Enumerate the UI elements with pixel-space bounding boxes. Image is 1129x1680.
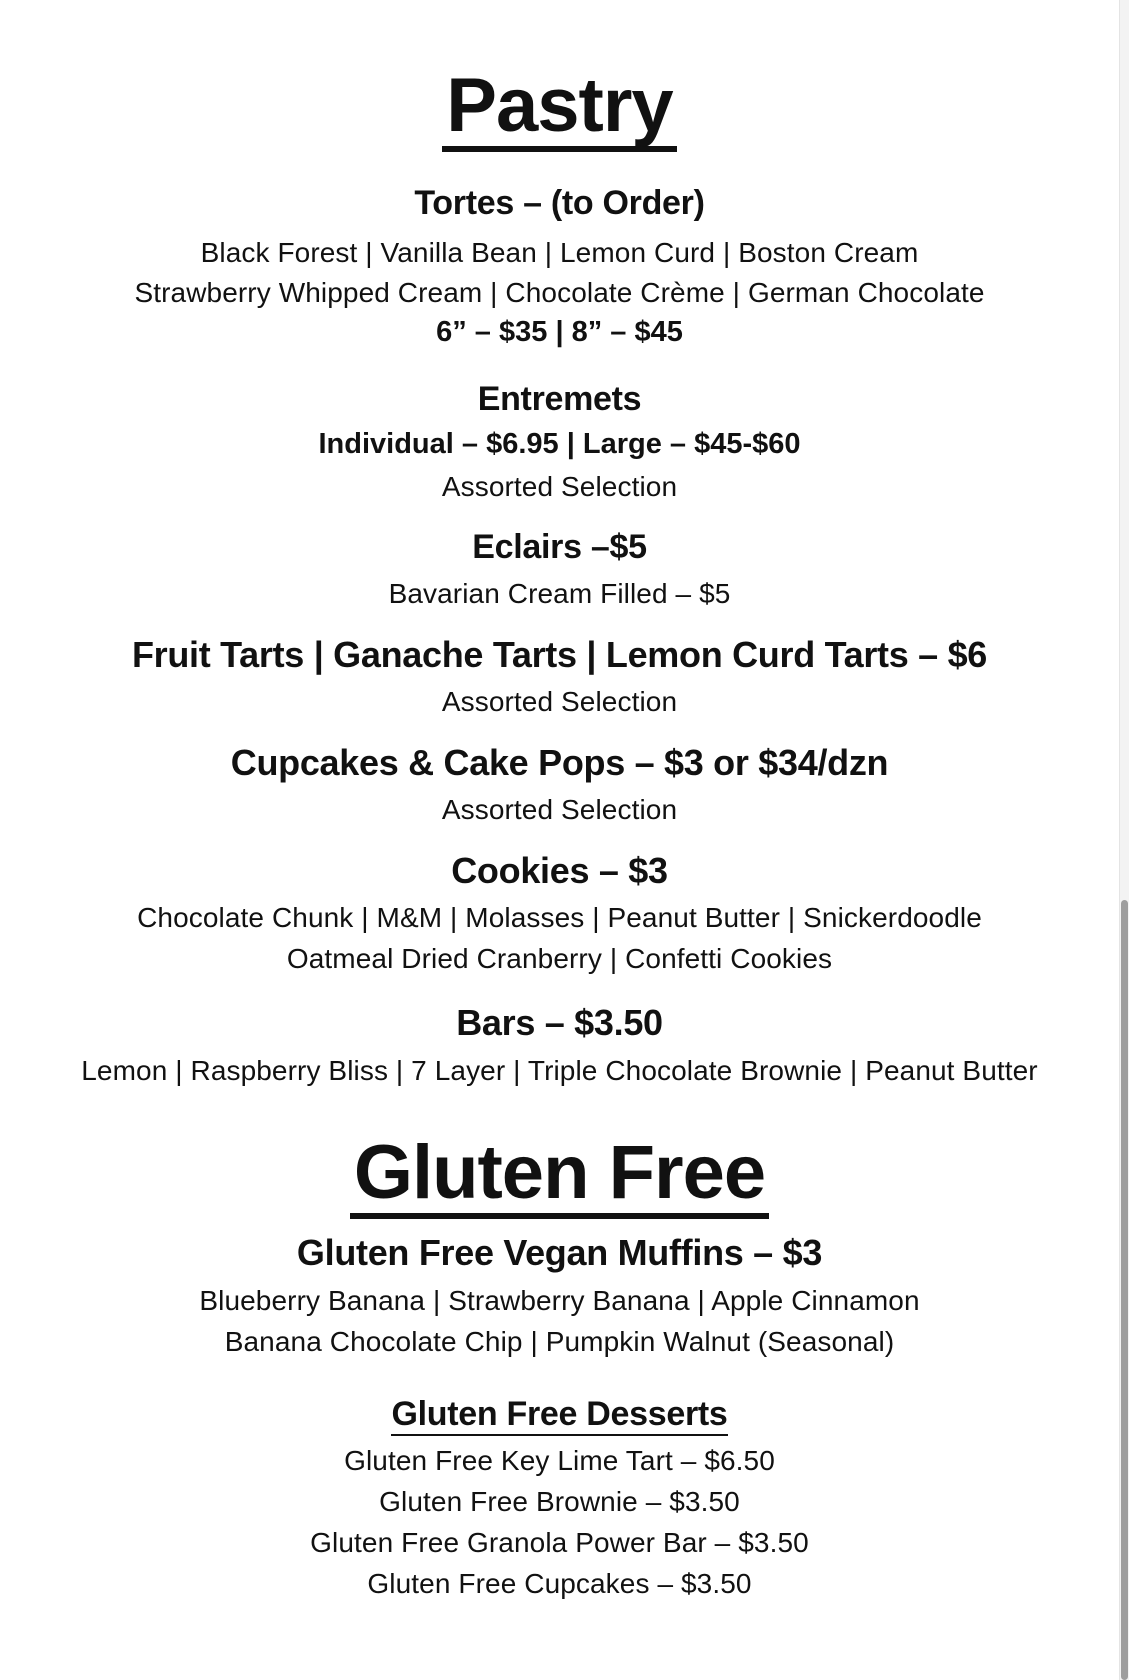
eclairs-heading: Eclairs –$5: [472, 528, 647, 566]
tarts-note: Assorted Selection: [441, 686, 678, 717]
scrollbar-thumb[interactable]: [1121, 900, 1128, 1680]
tarts-heading: Fruit Tarts | Ganache Tarts | Lemon Curd Tarts – $6: [131, 634, 988, 675]
muffins-flavors-line-2: Banana Chocolate Chip | Pumpkin Walnut (Seasonal): [224, 1326, 895, 1357]
muffins-heading: Gluten Free Vegan Muffins – $3: [296, 1232, 823, 1273]
entremets-price: Individual – $6.95 | Large – $45-$60: [318, 428, 801, 460]
bars-heading: Bars – $3.50: [456, 1002, 663, 1043]
pastry-title: Pastry: [0, 68, 1119, 152]
tortes-flavors-line-1: Black Forest | Vanilla Bean | Lemon Curd | Boston Cream: [200, 237, 919, 268]
gf-dessert-item: Gluten Free Granola Power Bar – $3.50: [310, 1527, 809, 1558]
bars-flavors-line-1: Lemon | Raspberry Bliss | 7 Layer | Triple Chocolate Brownie | Peanut Butter: [81, 1055, 1038, 1086]
eclairs-note: Bavarian Cream Filled – $5: [388, 578, 731, 609]
tortes-flavors-line-2: Strawberry Whipped Cream | Chocolate Crème | German Chocolate: [134, 277, 985, 308]
cupcakes-heading: Cupcakes & Cake Pops – $3 or $34/dzn: [230, 742, 889, 783]
gluten-free-title: Gluten Free: [0, 1135, 1119, 1219]
tortes-price: 6” – $35 | 8” – $45: [436, 316, 683, 348]
gf-dessert-item: Gluten Free Key Lime Tart – $6.50: [344, 1445, 775, 1476]
cookies-flavors-line-2: Oatmeal Dried Cranberry | Confetti Cookies: [286, 943, 833, 974]
cookies-heading: Cookies – $3: [451, 850, 668, 891]
entremets-note: Assorted Selection: [441, 471, 678, 502]
vertical-scrollbar[interactable]: [1119, 0, 1129, 1680]
gf-dessert-item: Gluten Free Cupcakes – $3.50: [367, 1568, 752, 1599]
cookies-flavors-line-1: Chocolate Chunk | M&M | Molasses | Peanut Butter | Snickerdoodle: [137, 902, 982, 933]
gf-desserts-heading: Gluten Free Desserts: [0, 1397, 1119, 1431]
entremets-heading: Entremets: [477, 380, 642, 418]
cupcakes-note: Assorted Selection: [441, 794, 678, 825]
muffins-flavors-line-1: Blueberry Banana | Strawberry Banana | Apple Cinnamon: [199, 1285, 920, 1316]
tortes-heading: Tortes – (to Order): [414, 184, 705, 222]
gf-dessert-item: Gluten Free Brownie – $3.50: [379, 1486, 740, 1517]
